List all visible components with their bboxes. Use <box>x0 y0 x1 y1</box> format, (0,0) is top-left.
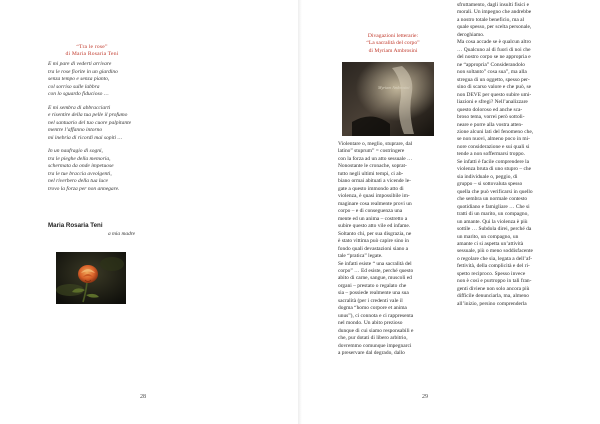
text-line: dovremmo comunque impegnarci <box>338 342 412 349</box>
poem-line: E mi pare di vederti arrivare <box>48 61 112 67</box>
text-line: genti diviene non solo ancora più <box>457 285 530 292</box>
poem-stanza <box>48 148 198 193</box>
article-title-line: “La sacralità del corpo” <box>366 40 420 47</box>
text-line: gate a questo immondo atto di <box>338 185 404 192</box>
text-line: sottile … Subdola direi, perché da <box>457 226 532 233</box>
article-column-2 <box>457 2 567 308</box>
text-line: zione alcuni lati del fenomeno che, <box>457 128 534 135</box>
rose-photo <box>56 252 126 304</box>
poem-title <box>36 44 148 59</box>
poem-line: schermata da onde impetuose <box>48 163 114 169</box>
page-number: 29 <box>422 394 428 400</box>
text-line: Ma cosa accade se è qualcun altro <box>457 39 531 46</box>
article-column-1 <box>338 141 446 358</box>
text-line: mente ed un anima – costretto a <box>338 215 408 222</box>
poem-line: trovo la forza per non annegare. <box>48 185 120 192</box>
left-page <box>0 0 298 424</box>
text-line: Se infatti è facile comprendere la <box>457 158 530 165</box>
poem-line: e risentire della tua pelle il profumo <box>48 112 128 118</box>
text-line: violenza, è quasi impossibile im- <box>338 193 410 200</box>
article-title <box>334 33 452 55</box>
article-photo <box>342 62 434 136</box>
text-line: morali. Un impegno che andrebbe <box>457 9 532 16</box>
text-line: subire questo atto vile ed infame. <box>338 223 411 230</box>
poem-line: senza tempo e senza pianto, <box>48 76 110 82</box>
text-line: broso tema, vorrei però sottoli- <box>457 114 525 121</box>
poem-line: tra le pieghe della memoria, <box>48 155 111 162</box>
article-title-line: Divagazioni letterarie: <box>367 33 419 39</box>
poem-stanza <box>48 61 198 99</box>
page-number: 28 <box>140 394 146 400</box>
poem-author-line: di Maria Rosaria Teni <box>65 51 119 58</box>
text-line: quale spesso, per scelta personale, <box>457 24 532 31</box>
poem-line: mi inebria di ricordi mai sopiti … <box>48 134 123 141</box>
text-line: quotidiano e famigliare … Che si <box>457 203 530 210</box>
right-page <box>302 0 600 424</box>
poem-line: tra le tue braccia avvolgenti, <box>48 170 112 177</box>
text-line: a nostro totale beneficio, ma al <box>457 16 525 23</box>
poem-line: tra le rose fiorite in un giardino <box>48 68 118 75</box>
text-line: organi – prestato o regalato che <box>338 282 407 289</box>
text-line: non soltanto” cosa sua”, ma alla <box>457 69 527 76</box>
text-line: dunque di cui siamo responsabili e <box>338 327 414 334</box>
poem-title-line: “Tra le rose” <box>76 44 108 50</box>
photo-caption: Myriam Ambrosini <box>378 85 410 90</box>
poem-line: col sorriso sulle labbra <box>48 83 100 90</box>
poem-body <box>48 61 198 199</box>
text-line: maginare cosa realmente provi un <box>338 200 412 207</box>
text-line: Se infatti esiste “ una sacralità del <box>338 260 412 267</box>
poet-name: Maria Rosaria Teni <box>48 222 103 229</box>
poem-line: E mi sembra di abbracciarti <box>48 104 111 111</box>
text-line: violenza bruta di uno stupro – che <box>457 166 531 173</box>
text-line: spetto reciproco. Spesso invece <box>457 270 526 277</box>
text-line: sfruttamento, dagli insulti fisici e <box>457 2 530 8</box>
dedication: a mia madre <box>108 231 136 237</box>
text-line: un marito, un compagno, un <box>457 233 519 240</box>
text-line: tratti di un marito, un compagno, <box>457 211 529 218</box>
text-line: Violentare o, meglio, stuprare, dal <box>338 141 413 147</box>
text-line: quella che può verificarsi in quello <box>457 188 533 195</box>
text-line: fondo quali devastazioni siano a <box>338 245 409 252</box>
text-line: … Qualcuno al di fuori di noi che <box>457 46 531 53</box>
text-line: sacralità (per i credenti vale il <box>338 297 403 304</box>
text-line: tale “pratica” legate. <box>338 253 383 260</box>
text-line: latino” stuprum” = costringere <box>338 148 405 155</box>
rose-illustration <box>56 252 126 304</box>
text-line: o regolare che sia, legata a dell’af- <box>457 255 533 262</box>
text-line: fettività, della complicità e del ri- <box>457 263 530 270</box>
text-line: del nostro corpo se ne appropria e <box>457 54 531 61</box>
text-line: all’inizio, persino comprenderla <box>457 300 527 307</box>
text-line: stregua di un oggetto, spesso per- <box>457 76 530 83</box>
text-line: sino di scarso valore e che può, se <box>457 84 531 91</box>
text-line: un amante. Qui la violenza è più <box>457 218 528 225</box>
text-line: Soltanto chi, per sua disgrazia, ne <box>338 230 412 237</box>
text-line: liazioni e sfregi? Nell’analizzare <box>457 99 528 106</box>
text-line: è stato vittima può capire sino in <box>338 238 409 245</box>
text-line: con la forza ad un atto sessuale … <box>338 155 413 162</box>
text-line: corpo” … Ed esiste, perché questo <box>338 267 414 274</box>
text-line: che, pur dotati di libero arbitrio, <box>338 335 408 342</box>
poem-line: In un naufragio di sogni, <box>48 148 103 154</box>
text-line: questo doloroso ed anche sca- <box>457 106 523 113</box>
text-line: deroghiamo. <box>457 31 485 38</box>
poem-line: mentre l’affanno intorno <box>48 127 103 133</box>
poem-stanza <box>48 105 198 143</box>
text-line: che sembra un normale contesto <box>457 196 528 203</box>
text-line: abito di carne, sangue, muscoli ed <box>338 275 412 282</box>
text-line: sessuale, più o meno soddisfacente <box>457 248 533 255</box>
text-line: tutto negli ultimi tempi, ci ab- <box>338 170 404 177</box>
poem-line: nel santuario del tuo cuore palpitante <box>48 119 132 126</box>
text-line: ne “appropria” Considerandolo <box>457 61 525 68</box>
text-line: nore considerazione e sui quali si <box>457 143 530 150</box>
text-line: non è così e purtroppo in tali fran- <box>457 278 532 285</box>
text-line: gruppo – si sottovaluta spesso <box>457 181 523 188</box>
text-line: difficile denunciarla, ma, almeno <box>457 293 529 300</box>
text-line: nel mondo. Un abito prezioso <box>338 320 403 327</box>
text-line: non DEVE per questo subire umi- <box>457 91 532 98</box>
text-line: biano ormai abituati a vicende le- <box>338 178 411 185</box>
poem-line: nel riverbero della tua luce <box>48 178 108 184</box>
text-line: corpo – e di conseguenza una <box>338 208 403 215</box>
text-line: se non nuovi, almeno poco in mi- <box>457 136 530 143</box>
text-line: a preservare dal degrado, dallo <box>338 350 405 357</box>
article-author-line: di Myriam Ambrosini <box>368 47 418 54</box>
photo-illustration <box>342 62 434 136</box>
text-line: amante ci si aspetta un’attività <box>457 241 524 247</box>
text-line: neare e porre alla vostra atten- <box>457 121 523 128</box>
text-line: sia individuale o, peggio, di <box>457 173 518 180</box>
text-line: sia – possiede realmente una sua <box>338 290 409 297</box>
text-line: Nonostante le cronache, soprat- <box>338 163 407 170</box>
text-line: dogma “homo corpore et anima <box>338 305 407 312</box>
text-line: tende a non soffermarsi troppo. <box>457 151 526 158</box>
text-line: unus”), ci connota e ci rappresenta <box>338 312 414 319</box>
poem-line: con lo sguardo fiducioso … <box>48 91 109 97</box>
